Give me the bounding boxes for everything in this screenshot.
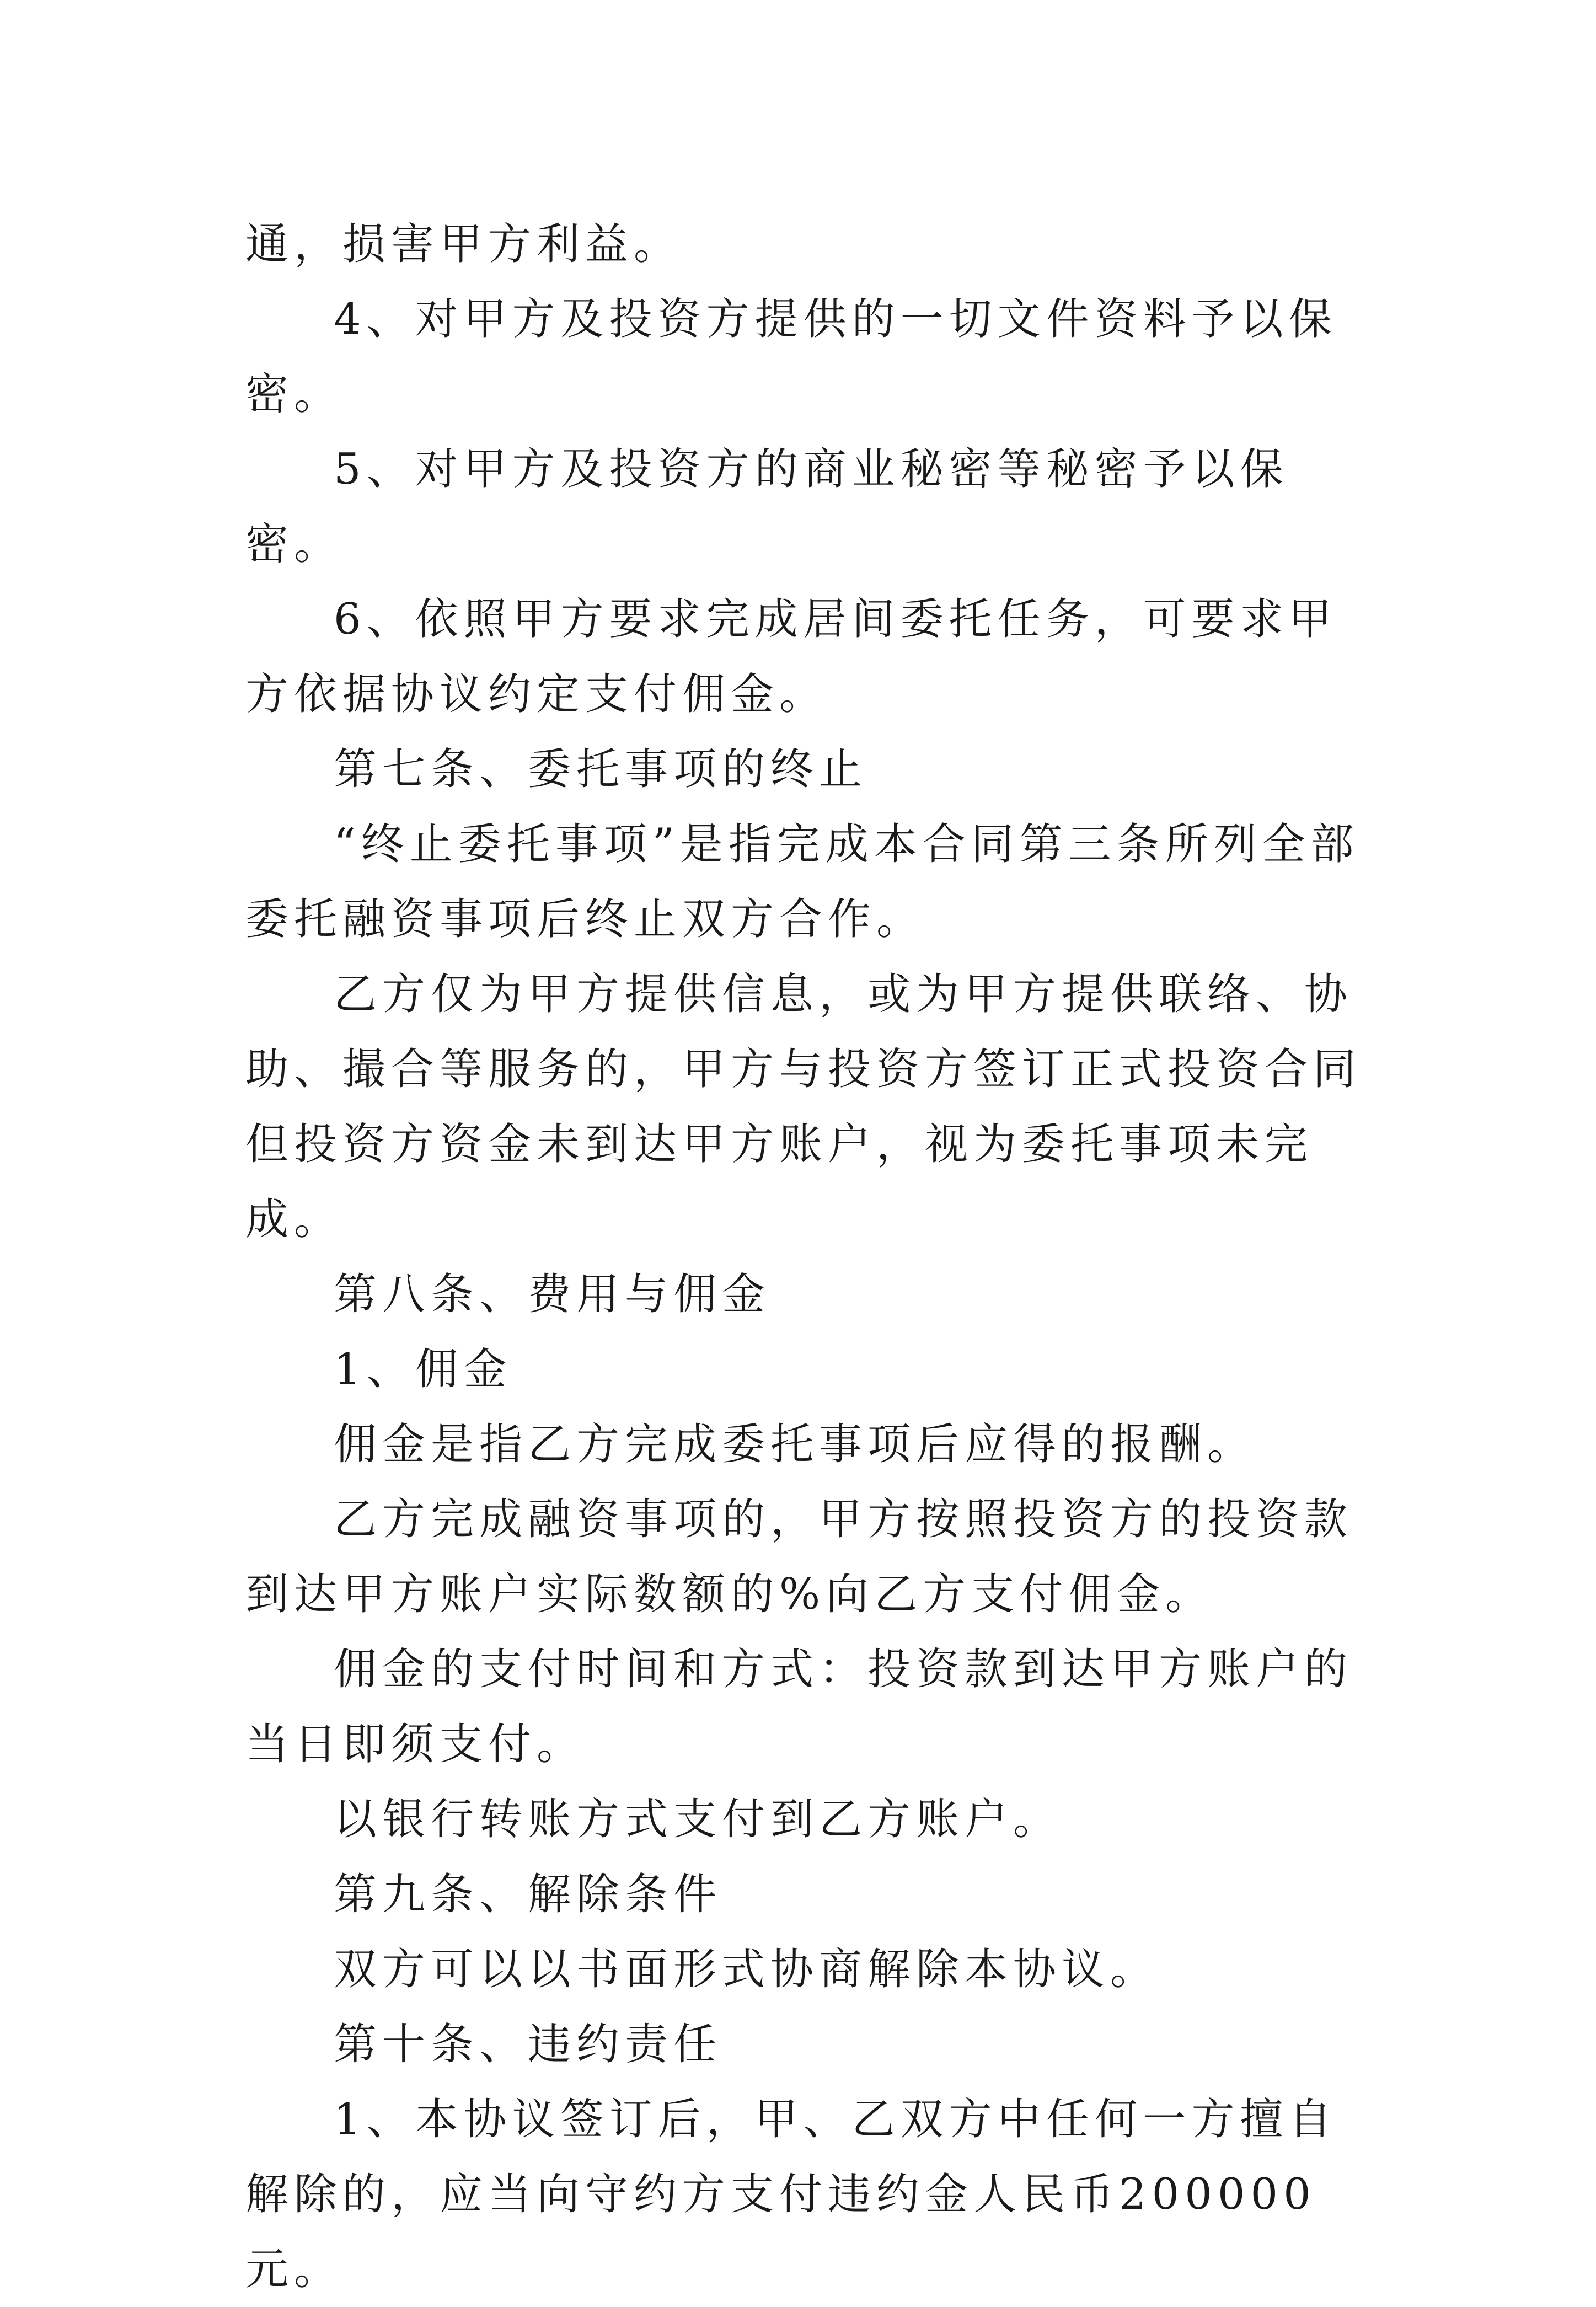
paragraph-payment-time: 佣金的支付时间和方式：投资款到达甲方账户的当日即须支付。 (245, 1645, 1353, 1769)
section-heading-article-9: 第九条、解除条件 (334, 1870, 722, 1919)
paragraph-commission-definition: 佣金是指乙方完成委托事项后应得的报酬。 (334, 1420, 1256, 1469)
paragraph-breach-penalty: 1、本协议签订后，甲、乙双方中任何一方擅自解除的，应当向守约方支付违约金人民币200000元。 (245, 2095, 1337, 2294)
document-body (245, 207, 1370, 2307)
subheading-commission: 1、佣金 (334, 1345, 512, 1394)
paragraph-clause-6: 6、依照甲方要求完成居间委托任务，可要求甲方依据协议约定支付佣金。 (245, 595, 1337, 719)
paragraph-dissolution: 双方可以以书面形式协商解除本协议。 (334, 1945, 1159, 1994)
paragraph-termination-condition: 乙方仅为甲方提供信息，或为甲方提供联络、协助、撮合等服务的，甲方与投资方签订正式投资合同但投资方资金未到达甲方账户，视为委托事项未完成。 (245, 970, 1362, 1244)
section-heading-article-8: 第八条、费用与佣金 (334, 1270, 771, 1319)
paragraph-continuation: 通，损害甲方利益。 (245, 220, 683, 269)
paragraph-clause-5: 5、对甲方及投资方的商业秘密等秘密予以保密。 (245, 445, 1289, 569)
paragraph-commission-rate: 乙方完成融资事项的，甲方按照投资方的投资款到达甲方账户实际数额的%向乙方支付佣金。 (245, 1495, 1353, 1619)
section-heading-article-10: 第十条、违约责任 (334, 2020, 722, 2069)
paragraph-payment-method: 以银行转账方式支付到乙方账户。 (334, 1795, 1062, 1844)
paragraph-clause-4: 4、对甲方及投资方提供的一切文件资料予以保密。 (245, 295, 1337, 419)
paragraph-termination-definition: “终止委托事项”是指完成本合同第三条所列全部委托融资事项后终止双方合作。 (245, 820, 1359, 944)
section-heading-article-7: 第七条、委托事项的终止 (334, 745, 868, 794)
